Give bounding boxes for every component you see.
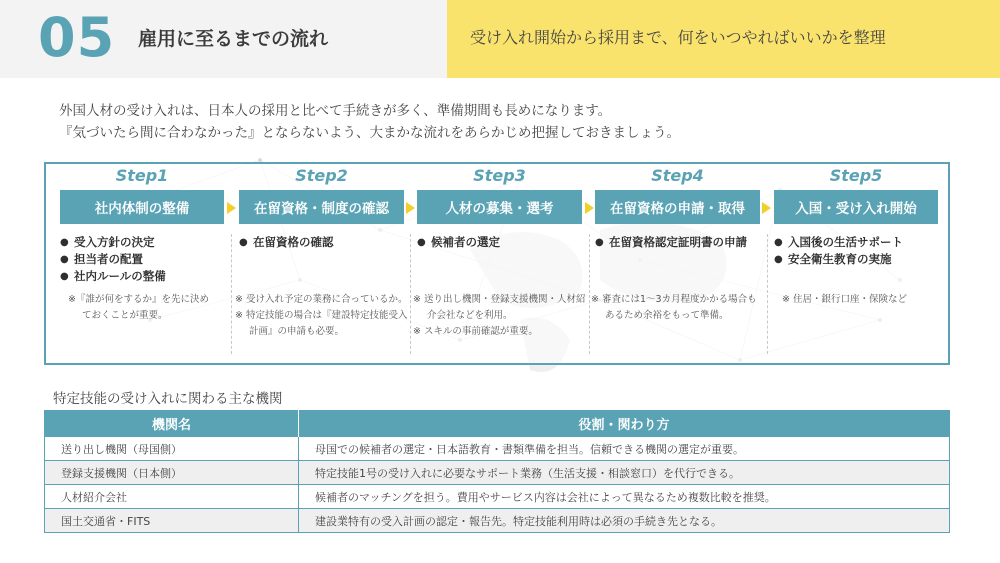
step-item: ● 安全衛生教育の実施 <box>774 251 938 268</box>
step-item: ● 在留資格の確認 <box>239 234 404 251</box>
organization-role: 特定技能1号の受け入れに必要なサポート業務（生活支援・相談窓口）を代行できる。 <box>299 461 950 485</box>
step-note: ※『誰が何をするか』を先に決めておくことが重要。 <box>68 294 209 321</box>
step-notes <box>413 292 588 340</box>
step-label: Step3 <box>473 166 526 185</box>
organization-name: 人材紹介会社 <box>45 485 299 509</box>
arrow-right-icon <box>762 202 771 214</box>
step-label: Step4 <box>651 166 704 185</box>
arrow-right-icon <box>227 202 236 214</box>
step-label: Step2 <box>295 166 348 185</box>
step-divider <box>589 234 590 354</box>
step-notes <box>235 292 412 340</box>
arrow-right-icon <box>585 202 594 214</box>
step-title: 社内体制の整備 <box>60 190 224 224</box>
table-header-row <box>45 411 950 437</box>
step-1 <box>60 164 224 365</box>
step-note: ※ 審査には1〜3カ月程度かかる場合もあるため余裕をもって準備。 <box>591 294 757 321</box>
step-2 <box>235 164 408 365</box>
intro-text <box>59 100 680 144</box>
step-item: ● 受入方針の決定 <box>60 234 224 251</box>
table-row <box>45 509 950 533</box>
step-5 <box>774 164 938 365</box>
step-title: 人材の募集・選考 <box>417 190 582 224</box>
step-label: Step1 <box>115 166 169 185</box>
step-note: ※ 受け入れ予定の業務に合っているか。 <box>235 294 408 305</box>
step-item-list <box>239 234 404 251</box>
table-row <box>45 461 950 485</box>
organization-role: 建設業特有の受入計画の認定・報告先。特定技能利用時は必須の手続き先となる。 <box>299 509 950 533</box>
step-item-list <box>417 234 582 251</box>
step-item-list <box>774 234 938 268</box>
step-note: ※ 住居・銀行口座・保険など <box>782 294 907 305</box>
table-row <box>45 437 950 461</box>
step-title: 入国・受け入れ開始 <box>774 190 938 224</box>
arrow-right-icon <box>406 202 415 214</box>
organization-name: 国土交通省・FITS <box>45 509 299 533</box>
step-item: ● 在留資格認定証明書の申請 <box>595 234 760 251</box>
step-note: ※ 特定技能の場合は『建設特定技能受入計画』の申請も必要。 <box>235 310 408 337</box>
step-label: Step5 <box>829 166 883 185</box>
step-title: 在留資格・制度の確認 <box>239 190 404 224</box>
intro-line-2: 『気づいたら間に合わなかった』とならないよう、大まかな流れをあらかじめ把握しておきましょう。 <box>59 125 680 141</box>
page-title: 雇用に至るまでの流れ <box>138 28 329 50</box>
step-item-list <box>60 234 224 285</box>
process-flow <box>44 162 950 365</box>
organization-name: 登録支援機関（日本側） <box>45 461 299 485</box>
step-item: ● 担当者の配置 <box>60 251 224 268</box>
step-title: 在留資格の申請・取得 <box>595 190 760 224</box>
step-note: ※ 送り出し機関・登録支援機関・人材紹介会社などを利用。 <box>413 294 586 321</box>
step-notes <box>782 292 938 308</box>
column-header-role: 役割・関わり方 <box>299 411 950 437</box>
table-row <box>45 485 950 509</box>
step-item: ● 入国後の生活サポート <box>774 234 938 251</box>
table-title: 特定技能の受け入れに関わる主な機関 <box>53 391 283 407</box>
step-notes <box>591 292 766 324</box>
header-summary-block <box>447 0 1000 78</box>
step-divider <box>410 234 411 354</box>
step-3 <box>413 164 586 365</box>
header-summary: 受け入れ開始から採用まで、何をいつやればいいかを整理 <box>470 28 886 47</box>
organization-role: 候補者のマッチングを担う。費用やサービス内容は会社によって異なるため複数比較を推奨。 <box>299 485 950 509</box>
step-4 <box>591 164 760 365</box>
organization-role: 母国での候補者の選定・日本語教育・書類準備を担当。信頼できる機関の選定が重要。 <box>299 437 950 461</box>
section-number: 05 <box>38 6 116 69</box>
intro-line-1: 外国人材の受け入れは、日本人の採用と比べて手続きが多く、準備期間も長めになります。 <box>59 103 612 119</box>
step-note: ※ スキルの事前確認が重要。 <box>413 326 538 337</box>
step-item: ● 社内ルールの整備 <box>60 268 224 285</box>
organizations-table <box>44 410 950 533</box>
organization-name: 送り出し機関（母国側） <box>45 437 299 461</box>
step-divider <box>767 234 768 354</box>
step-notes <box>68 292 218 324</box>
step-divider <box>231 234 232 354</box>
header-title-block <box>0 0 447 78</box>
step-item-list <box>595 234 760 251</box>
column-header-organization: 機関名 <box>45 411 299 437</box>
step-item: ● 候補者の選定 <box>417 234 582 251</box>
